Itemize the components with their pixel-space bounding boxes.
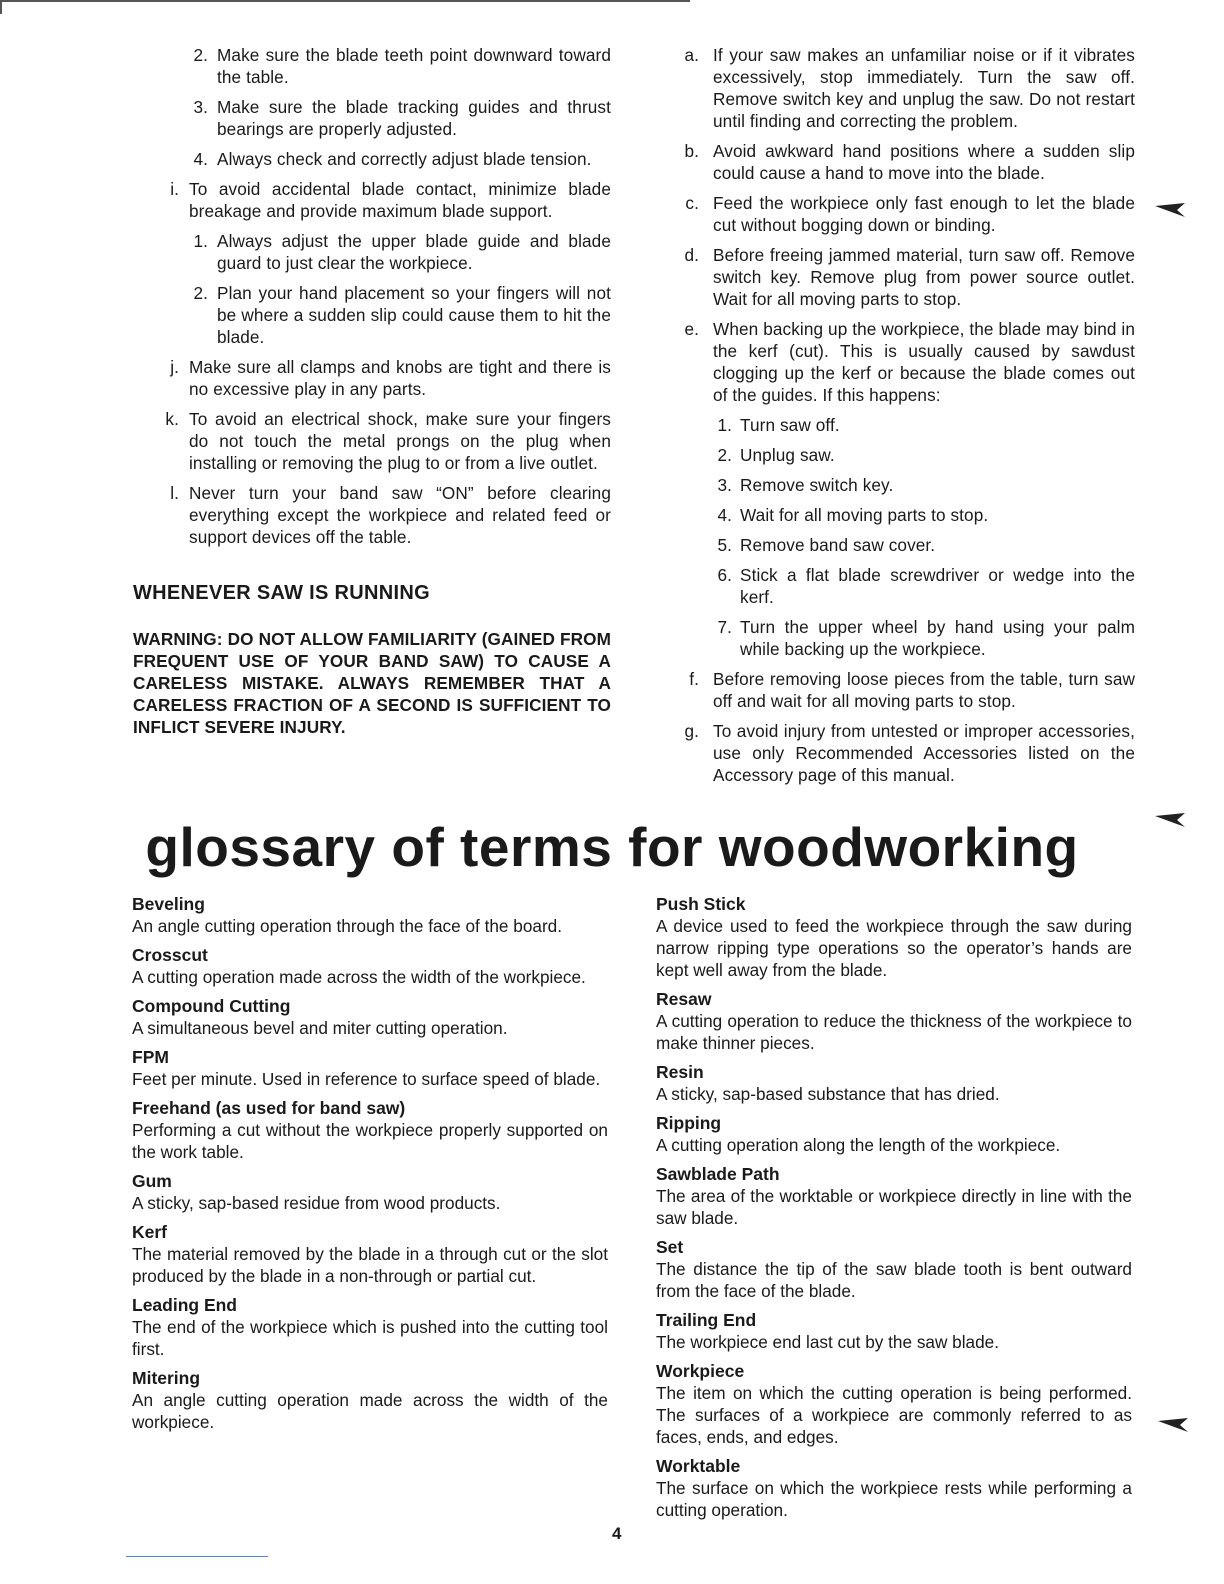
- rule-text: Make sure the blade teeth point downward toward the table.: [217, 45, 611, 87]
- rule-marker: a.: [684, 45, 699, 65]
- glossary-definition: An angle cutting operation through the face of the board.: [132, 916, 562, 936]
- glossary-definition: An angle cutting operation made across the width of the workpiece.: [132, 1390, 608, 1432]
- scan-edge-bottom: [126, 1556, 268, 1557]
- rule-marker: 1.: [717, 415, 732, 435]
- glossary-definition: A device used to feed the workpiece through the saw during narrow ripping type operations so the operator’s hands are kept well away from the blade.: [656, 916, 1132, 980]
- glossary-term: Resaw: [656, 989, 712, 1009]
- rule-item: [717, 534, 1135, 556]
- glossary-definition: A cutting operation to reduce the thickness of the workpiece to make thinner pieces.: [656, 1011, 1132, 1053]
- rule-marker: 6.: [717, 565, 732, 585]
- rule-text: If your saw makes an unfamiliar noise or if it vibrates excessively, stop immediately. Turn the saw off. Remove switch key and unplug the saw. Do not restart until finding and correcting the problem.: [713, 45, 1135, 131]
- glossary-term: Freehand (as used for band saw): [132, 1098, 406, 1118]
- rules-list-right: [683, 44, 1135, 786]
- rule-item: [684, 318, 1135, 406]
- rule-marker: b.: [684, 141, 699, 161]
- rule-item: [170, 356, 611, 400]
- rule-marker: l.: [170, 483, 179, 503]
- glossary-definition: The area of the worktable or workpiece directly in line with the saw blade.: [656, 1186, 1132, 1228]
- glossary-term: Kerf: [132, 1222, 168, 1242]
- rule-marker: f.: [689, 669, 699, 689]
- glossary-definition: A cutting operation along the length of the workpiece.: [656, 1135, 1061, 1155]
- rule-item: [684, 244, 1135, 310]
- rule-text: Make sure the blade tracking guides and thrust bearings are properly adjusted.: [217, 97, 611, 139]
- rule-text: When backing up the workpiece, the blade may bind in the kerf (cut). This is usually caused by sawdust clogging up the kerf or because the blade comes out of the guides. If this happens:: [713, 319, 1135, 405]
- rule-item: [193, 148, 611, 170]
- binder-punch-mark-icon: [1155, 203, 1185, 217]
- glossary-left-column: [132, 893, 608, 1440]
- glossary-definition: A cutting operation made across the width of the workpiece.: [132, 967, 586, 987]
- rule-text: Before removing loose pieces from the table, turn saw off and wait for all moving parts to stop.: [713, 669, 1135, 711]
- rule-item: [717, 444, 1135, 466]
- rule-marker: k.: [165, 409, 179, 429]
- rule-marker: i.: [170, 179, 179, 199]
- glossary-term: Workpiece: [656, 1361, 745, 1381]
- glossary-term: FPM: [132, 1047, 169, 1067]
- rule-text: Never turn your band saw “ON” before clearing everything except the workpiece and related feed or support devices off the table.: [189, 483, 611, 547]
- glossary-term: Beveling: [132, 894, 205, 914]
- rule-item: [170, 178, 611, 222]
- rule-item: [717, 616, 1135, 660]
- rule-marker: 3.: [717, 475, 732, 495]
- glossary-definition: The end of the workpiece which is pushed into the cutting tool first.: [132, 1317, 608, 1359]
- section-heading-running: WHENEVER SAW IS RUNNING: [133, 582, 430, 604]
- rule-marker: 2.: [193, 45, 208, 65]
- rule-text: Wait for all moving parts to stop.: [740, 505, 989, 525]
- rule-item: [193, 282, 611, 348]
- glossary-term: Ripping: [656, 1113, 722, 1133]
- rule-text: Before freeing jammed material, turn saw off. Remove switch key. Remove plug from power source outlet. Wait for all moving parts to stop.: [713, 245, 1135, 309]
- rules-list-left: [133, 44, 611, 548]
- glossary-term: Mitering: [132, 1368, 201, 1388]
- rule-text: Plan your hand placement so your fingers will not be where a sudden slip could cause them to hit the blade.: [217, 283, 611, 347]
- rule-text: To avoid injury from untested or improper accessories, use only Recommended Accessories listed on the Accessory page of this manual.: [713, 721, 1135, 785]
- binder-punch-mark-icon: [1158, 1418, 1188, 1432]
- rule-item: [685, 192, 1135, 236]
- rule-text: Always adjust the upper blade guide and blade guard to just clear the workpiece.: [217, 231, 611, 273]
- rule-marker: 4.: [717, 505, 732, 525]
- glossary-definition: The workpiece end last cut by the saw blade.: [656, 1332, 999, 1352]
- rule-item: [193, 230, 611, 274]
- glossary-definition: The surface on which the workpiece rests while performing a cutting operation.: [656, 1478, 1132, 1520]
- rule-marker: e.: [684, 319, 699, 339]
- rule-text: Always check and correctly adjust blade tension.: [217, 149, 592, 169]
- rule-text: Avoid awkward hand positions where a sudden slip could cause a hand to move into the blade.: [713, 141, 1135, 183]
- rule-item: [170, 482, 611, 548]
- glossary-term: Compound Cutting: [132, 996, 291, 1016]
- rule-marker: 1.: [193, 231, 208, 251]
- glossary-term: Trailing End: [656, 1310, 757, 1330]
- rule-item: [689, 668, 1135, 712]
- rule-item: [717, 414, 1135, 436]
- glossary-definition: The material removed by the blade in a through cut or the slot produced by the blade in a non-through or partial cut.: [132, 1244, 608, 1286]
- safety-rules-left-column: [133, 44, 611, 738]
- rule-marker: 2.: [193, 283, 208, 303]
- rule-text: Unplug saw.: [740, 445, 835, 465]
- rule-item: [193, 96, 611, 140]
- rule-item: [684, 140, 1135, 184]
- page-number: 4: [612, 1524, 622, 1543]
- rule-marker: c.: [685, 193, 699, 213]
- rule-marker: d.: [684, 245, 699, 265]
- rule-marker: 3.: [193, 97, 208, 117]
- scan-edge-top: [0, 0, 690, 2]
- glossary-definition: A sticky, sap-based substance that has dried.: [656, 1084, 1000, 1104]
- binder-punch-mark-icon: [1155, 813, 1185, 827]
- rule-text: To avoid an electrical shock, make sure your fingers do not touch the metal prongs on the plug when installing or removing the plug to or from a live outlet.: [189, 409, 611, 473]
- glossary-definition: Performing a cut without the workpiece properly supported on the work table.: [132, 1120, 608, 1162]
- rule-text: Remove switch key.: [740, 475, 894, 495]
- rule-text: Turn saw off.: [740, 415, 840, 435]
- safety-rules-right-column: [683, 44, 1135, 794]
- glossary-term: Resin: [656, 1062, 704, 1082]
- glossary-term: Push Stick: [656, 894, 746, 914]
- rule-text: Feed the workpiece only fast enough to let the blade cut without bogging down or binding.: [713, 193, 1135, 235]
- rule-text: Remove band saw cover.: [740, 535, 936, 555]
- rule-text: Turn the upper wheel by hand using your palm while backing up the workpiece.: [740, 617, 1135, 659]
- glossary-term: Set: [656, 1237, 684, 1257]
- rule-marker: 2.: [717, 445, 732, 465]
- glossary-term: Leading End: [132, 1295, 237, 1315]
- rule-marker: 5.: [717, 535, 732, 555]
- glossary-term: Sawblade Path: [656, 1164, 780, 1184]
- glossary-definition: Feet per minute. Used in reference to surface speed of blade.: [132, 1069, 601, 1089]
- rule-item: [684, 44, 1135, 132]
- rule-item: [165, 408, 611, 474]
- rule-text: Make sure all clamps and knobs are tight and there is no excessive play in any parts.: [189, 357, 611, 399]
- rule-text: To avoid accidental blade contact, minimize blade breakage and provide maximum blade support.: [189, 179, 611, 221]
- rule-text: Stick a flat blade screwdriver or wedge into the kerf.: [740, 565, 1135, 607]
- warning-text: WARNING: DO NOT ALLOW FAMILIARITY (GAINED FROM FREQUENT USE OF YOUR BAND SAW) TO CAUSE A CARELESS MISTAKE. ALWAYS REMEMBER THAT A CARELESS FRACTION OF A SECOND IS SUFFICIENT TO INFLICT SEVERE INJURY.: [133, 629, 611, 737]
- glossary-right-column: [656, 893, 1132, 1528]
- glossary-term: Crosscut: [132, 945, 208, 965]
- rule-item: [684, 720, 1135, 786]
- rule-marker: 7.: [717, 617, 732, 637]
- glossary-term: Worktable: [656, 1456, 741, 1476]
- glossary-definition: A sticky, sap-based residue from wood products.: [132, 1193, 501, 1213]
- rule-marker: g.: [684, 721, 699, 741]
- glossary-definition: The item on which the cutting operation is being performed. The surfaces of a workpiece are commonly referred to as faces, ends, and edges.: [656, 1383, 1132, 1447]
- rule-item: [193, 44, 611, 88]
- scan-edge-corner: [0, 0, 2, 14]
- glossary-definition: A simultaneous bevel and miter cutting operation.: [132, 1018, 508, 1038]
- rule-marker: 4.: [193, 149, 208, 169]
- glossary-definition: The distance the tip of the saw blade tooth is bent outward from the face of the blade.: [656, 1259, 1132, 1301]
- glossary-term: Gum: [132, 1171, 172, 1191]
- rule-item: [717, 474, 1135, 496]
- glossary-title: glossary of terms for woodworking: [145, 816, 1079, 878]
- rule-marker: j.: [170, 357, 179, 377]
- rule-item: [717, 504, 1135, 526]
- rule-item: [717, 564, 1135, 608]
